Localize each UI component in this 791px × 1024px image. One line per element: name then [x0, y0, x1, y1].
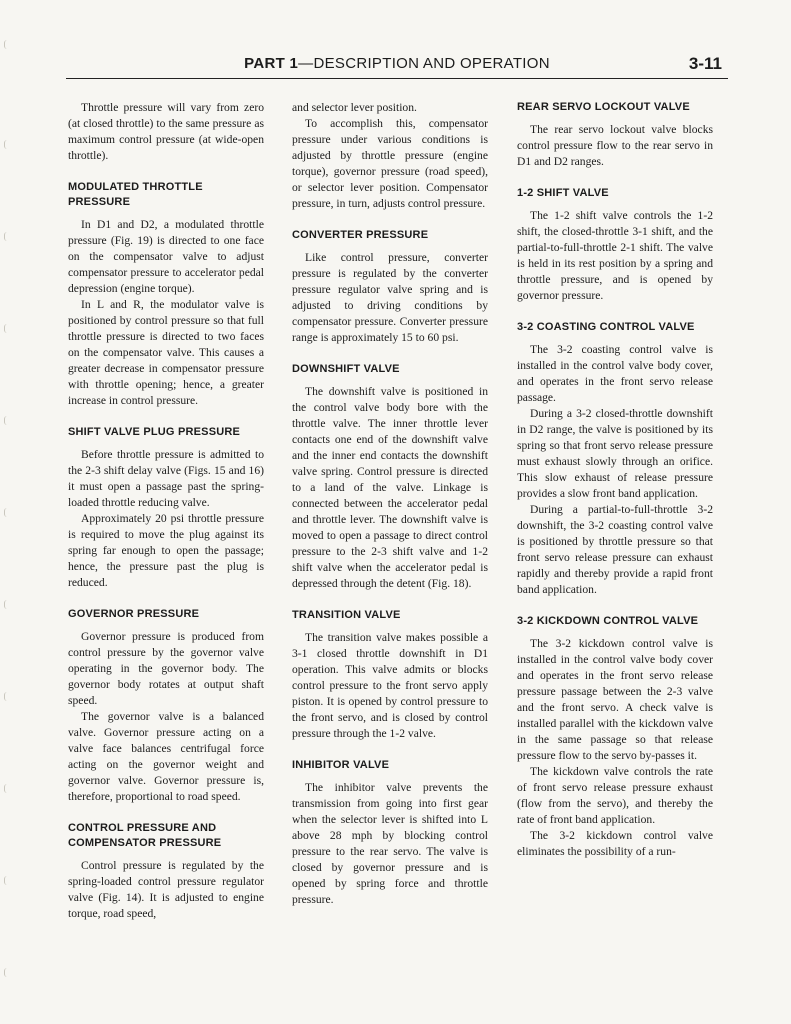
page-number: 3-11	[688, 54, 722, 73]
paragraph: Throttle pressure will vary from zero (at closed throttle) to the same pressure as maximum control pressure (at wide-open throttle).	[68, 101, 264, 162]
paragraph-continued: and selector lever position.	[292, 101, 417, 114]
binding-hole-mark	[4, 692, 10, 701]
section-heading: 1-2 SHIFT VALVE	[517, 187, 609, 199]
binding-hole-mark	[4, 508, 10, 517]
section-heading: DOWNSHIFT VALVE	[292, 363, 400, 375]
paragraph: The transition valve makes possible a 3-1 closed throttle downshift in D1 operation. This valve admits or blocks control pressure to the front servo apply piston. It is opened by control pressure to the front servo, and is closed by control pressure through the 1-2 valve.	[292, 631, 488, 740]
part-label: PART 1	[244, 55, 299, 72]
page-header	[66, 52, 728, 76]
column-2	[292, 100, 488, 908]
column-1	[68, 100, 264, 922]
paragraph: Before throttle pressure is admitted to the 2-3 shift delay valve (Figs. 15 and 16) it must open a passage past the spring-loaded throttle reducing valve.	[68, 448, 264, 509]
paragraph: The 3-2 coasting control valve is installed in the control valve body cover, and operates in the front servo release passage.	[517, 343, 713, 404]
paragraph: Control pressure is regulated by the spring-loaded control pressure regulator valve (Fig. 14). It is adjusted to engine torque, road speed,	[68, 859, 264, 920]
section-heading: INHIBITOR VALVE	[292, 759, 390, 771]
paragraph: The 3-2 kickdown control valve eliminates the possibility of a run-	[517, 829, 713, 858]
binding-hole-mark	[4, 968, 10, 977]
binding-hole-mark	[4, 416, 10, 425]
section-heading: 3-2 COASTING CONTROL VALVE	[517, 321, 695, 333]
binding-hole-mark	[4, 876, 10, 885]
paragraph: The 1-2 shift valve controls the 1-2 shift, the closed-throttle 3-1 shift, and the partial-to-full-throttle 2-1 shift. The valve is held in its rest position by a spring and throttle pressure, and is opened by governor pressure.	[517, 209, 713, 302]
binding-hole-mark	[4, 140, 10, 149]
header-rule	[66, 78, 728, 79]
paragraph: To accomplish this, compensator pressure under various conditions is adjusted by throttle pressure (engine torque), governor pressure (road speed), or selector lever position. Compensator pressure, in turn, adjusts control pressure.	[292, 117, 488, 210]
binding-hole-mark	[4, 784, 10, 793]
paragraph: The downshift valve is positioned in the control valve body bore with the throttle valve. The inner throttle lever contacts one end of the downshift valve and the inner end contacts the downshift valve spring. Control pressure is directed to a land of the valve. Linkage is connected between the accelerator pedal and throttle lever. The downshift valve is moved to open a passage to direct control pressure to the 2-3 shift valve and 1-2 shift valve when the accelerator pedal is depressed through the detent (Fig. 18).	[292, 385, 488, 590]
paragraph: During a partial-to-full-throttle 3-2 downshift, the 3-2 coasting control valve is positioned by throttle pressure so that front servo release pressure can exhaust rapidly and thereby provide a rapid front band application.	[517, 503, 713, 596]
paragraph: The 3-2 kickdown control valve is installed in the control valve body cover and operates in the front servo release pressure passage between the 2-3 valve and the front servo. A check valve is installed parallel with the kickdown valve in the same passage so that release pressure flow to the servo by-passes it.	[517, 637, 713, 762]
section-heading: CONVERTER PRESSURE	[292, 229, 429, 241]
binding-hole-mark	[4, 232, 10, 241]
binding-hole-mark	[4, 40, 10, 49]
paragraph: Approximately 20 psi throttle pressure is required to move the plug against its spring far enough to open the passage; hence, the pressure past the plug is reduced.	[68, 512, 264, 589]
paragraph: In L and R, the modulator valve is positioned by control pressure so that full throttle pressure is directed to two faces on the compensator valve. This causes a greater decrease in compensator pressure with throttle opening; hence, a greater increase in control pressure.	[68, 298, 264, 407]
section-heading: TRANSITION VALVE	[292, 609, 401, 621]
binding-hole-mark	[4, 600, 10, 609]
paragraph: Governor pressure is produced from control pressure by the governor valve operating in the governor body. The governor body rotates at output shaft speed.	[68, 630, 264, 707]
section-heading: 3-2 KICKDOWN CONTROL VALVE	[517, 615, 699, 627]
paragraph: The kickdown valve controls the rate of front servo release pressure exhaust (flow from the servo), and thereby the rate of front band application.	[517, 765, 713, 826]
section-heading: GOVERNOR PRESSURE	[68, 608, 200, 620]
section-label: —DESCRIPTION AND OPERATION	[298, 55, 550, 72]
paragraph: The rear servo lockout valve blocks control pressure flow to the rear servo in D1 and D2 ranges.	[517, 123, 713, 168]
paragraph: In D1 and D2, a modulated throttle pressure (Fig. 19) is directed to one face on the compensator valve to adjust compensator pressure to accelerator pedal depression (engine torque).	[68, 218, 264, 295]
binding-hole-mark	[4, 324, 10, 333]
column-3	[517, 100, 713, 860]
section-heading: MODULATED THROTTLE PRESSURE	[68, 181, 203, 208]
section-heading: REAR SERVO LOCKOUT VALVE	[517, 101, 690, 113]
section-heading: CONTROL PRESSURE AND COMPENSATOR PRESSURE	[68, 822, 222, 849]
paragraph: Like control pressure, converter pressure is regulated by the converter pressure regulator valve spring and is adjusted to driving conditions by compensator pressure. Converter pressure range is approximately 15 to 60 psi.	[292, 251, 488, 344]
section-heading: SHIFT VALVE PLUG PRESSURE	[68, 426, 241, 438]
paragraph: During a 3-2 closed-throttle downshift in D2 range, the valve is positioned by its spring so that front servo release pressure must exhaust slowly through an orifice. This slow exhaust of release pressure provides a slow front band application.	[517, 407, 713, 500]
paragraph: The inhibitor valve prevents the transmission from going into first gear when the selector lever is shifted into L above 28 mph by blocking control pressure to the rear servo. The valve is closed by governor pressure and is opened by spring force and throttle pressure.	[292, 781, 488, 906]
paragraph: The governor valve is a balanced valve. Governor pressure acting on a valve face balances centrifugal force acting on the governor weight and governor valve. Governor pressure is, therefore, proportional to road speed.	[68, 710, 264, 803]
running-title	[66, 55, 728, 72]
